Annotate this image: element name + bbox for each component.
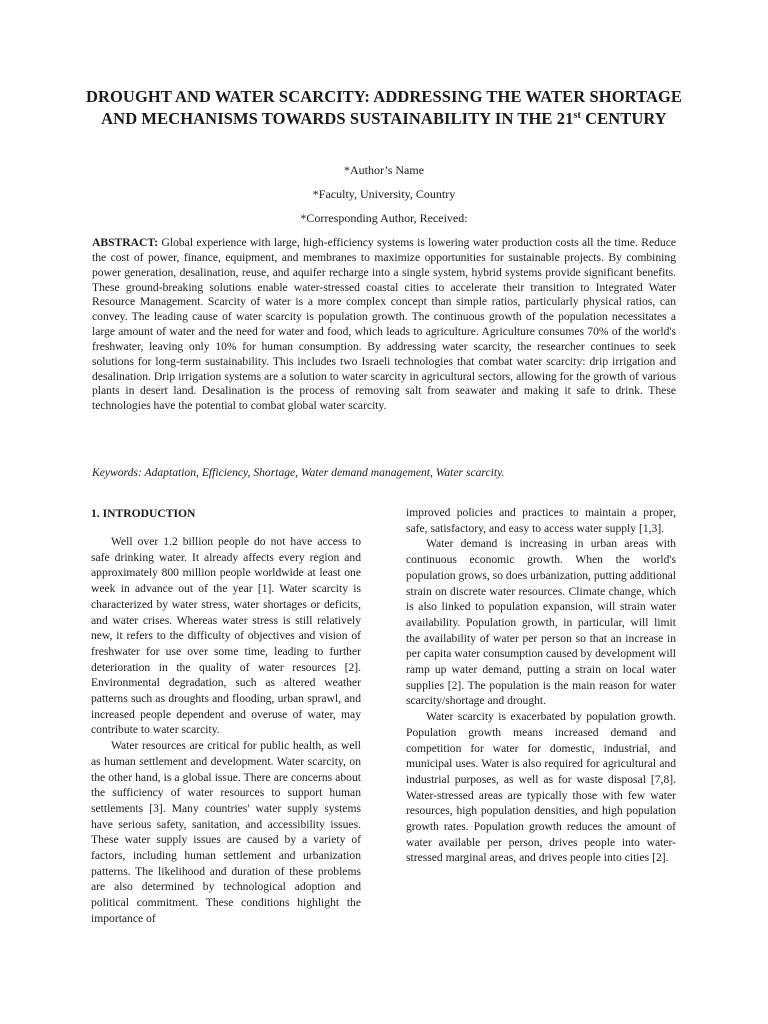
body-paragraph: Water demand is increasing in urban areas with continuous economic growth. When the world's population grows, so does urbanization, putting additional strain on discrete water resources. Climate change, which is also linked to population expansion, will strain water availability. Population growth, in particular, will limit the availability of water per person so that an increase in per capita water consumption caused by development will ramp up water demand, putting a strain on local water supplies [2]. The population is the main reason for water scarcity/shortage and drought. (406, 537, 676, 708)
body-paragraph: Water resources are critical for public health, as well as human settlement and development. Water scarcity, on the other hand, is a global issue. There are concerns about the sufficiency of water resources to support human settlements [3]. Many countries' water supply systems have serious safety, sanitation, and accessibility issues. These water supply issues are caused by a variety of factors, including human settlement and urbanization patterns. The likelihood and duration of these problems are also determined by technological adoption and political commitment. These conditions highlight the importance of (91, 739, 361, 925)
paper-title (80, 86, 688, 130)
author-affiliation: *Faculty, University, Country (312, 187, 456, 201)
paper-title-end: CENTURY (580, 109, 667, 128)
keywords: Keywords: Adaptation, Efficiency, Shortage, Water demand management, Water scarcity. (92, 466, 505, 479)
paper-title-main: DROUGHT AND WATER SCARCITY: ADDRESSING THE WATER SHORTAGE AND MECHANISMS TOWARDS SUSTAINABILITY IN THE 21 (85, 87, 683, 128)
corresponding-author: *Corresponding Author, Received: (300, 211, 468, 225)
left-column (91, 507, 361, 927)
abstract-label: ABSTRACT: (92, 236, 159, 249)
body-paragraph: Well over 1.2 billion people do not have access to safe drinking water. It already affects every region and approximately 800 million people worldwide at least one week in advance out of the year [1]. Water scarcity is characterized by water stress, water shortages or deficits, and water crises. Whereas water stress is still relatively new, it refers to the difficulty of objectives and vision of freshwater for use over some time, leading to further deterioration in the quality of water resources [2]. Environmental degradation, such as altered weather patterns such as droughts and flooding, urban sprawl, and increased people dependent and overuse of water, may contribute to water scarcity. (91, 535, 361, 737)
body-paragraph: Water scarcity is exacerbated by population growth. Population growth means increased demand and competition for water for domestic, industrial, and municipal uses. Water is also required for agricultural and industrial purposes, as well as for waste disposal [7,8]. Water-stressed areas are typically those with few water resources, high population densities, and high population growth rates. Population growth reduces the amount of water available per person, drives people into water-stressed marginal areas, and drives people into cities [2]. (406, 710, 676, 865)
body-paragraph-continuation: improved policies and practices to maintain a proper, safe, satisfactory, and easy to access water supply [1,3]. (406, 506, 676, 535)
abstract (92, 236, 676, 414)
abstract-body: Global experience with large, high-efficiency systems is lowering water production costs all the time. Reduce the cost of power, finance, equipment, and membranes to maximize opportunities for sustainable projects. By combining power generation, desalination, reuse, and aquifer recharge into a single system, hybrid systems provide significant benefits. These ground-breaking solutions enable water-stressed coastal cities to accelerate their transition to Integrated Water Resource Management. Scarcity of water is a more complex concept than simple ratios, particularly physical ratios, can convey. The leading cause of water scarcity is population growth. The continuous growth of the population necessitates a large amount of water and the need for water and food, which leads to agriculture. Agriculture consumes 70% of the world's freshwater, leaving only 10% for human consumption. By addressing water scarcity, the researcher continues to seek solutions for long-term sustainability. This includes two Israeli technologies that combat water scarcity: drip irrigation and desalination. Drip irrigation systems are a solution to water scarcity in agricultural sectors, allowing for the growth of various plants in desert land. Desalination is the process of removing salt from seawater and making it safe to drink. These technologies have the potential to combat global water scarcity. (92, 236, 676, 413)
section-heading-introduction: 1. INTRODUCTION (91, 507, 196, 520)
right-column (406, 505, 676, 866)
paper-title-superscript: st (573, 110, 581, 121)
author-name: *Author’s Name (343, 163, 425, 177)
